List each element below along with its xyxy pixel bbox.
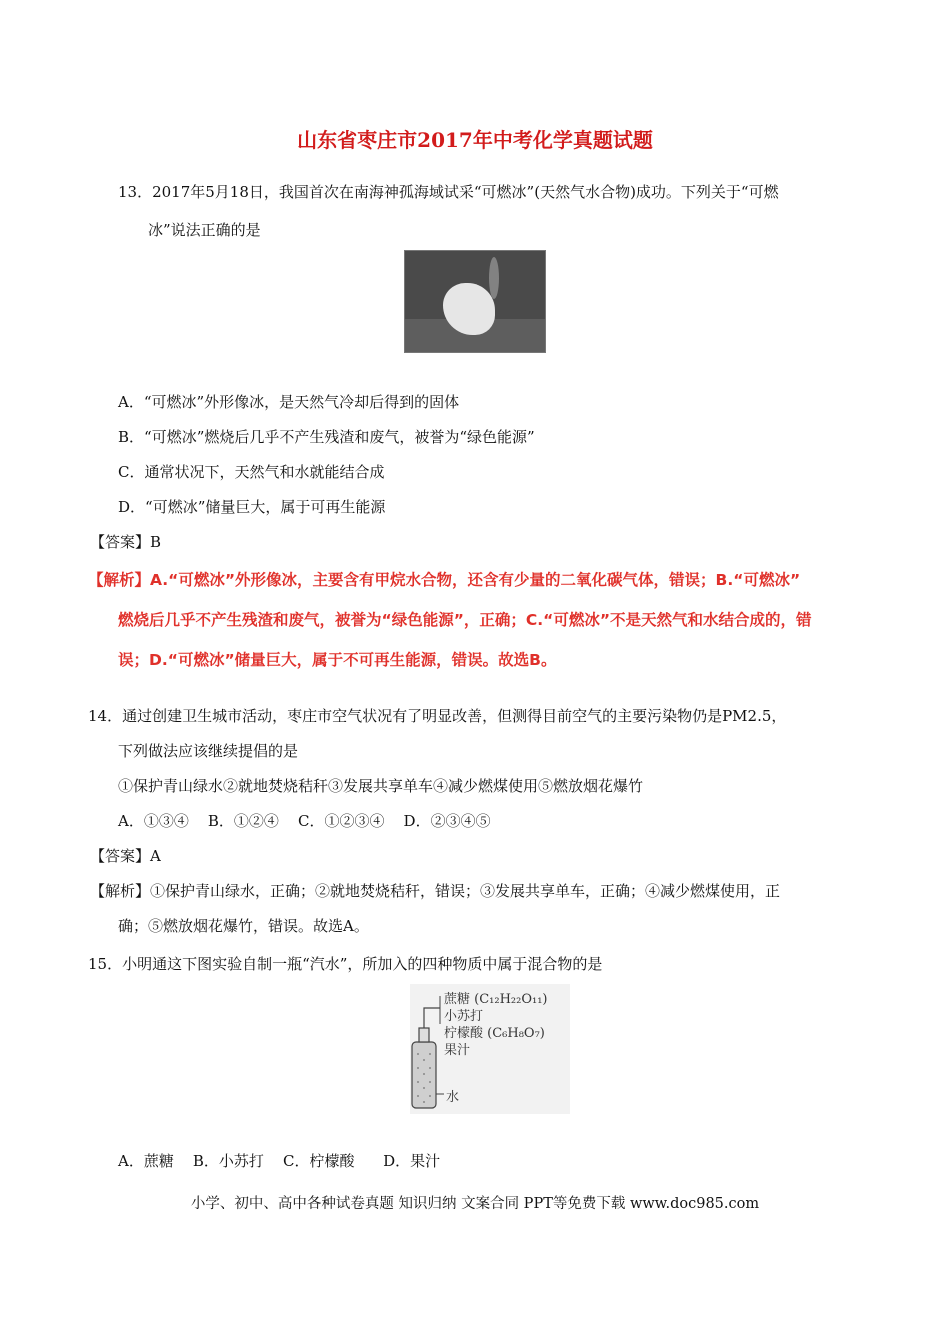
q13-option-a: A．“可燃冰”外形像冰，是天然气冷却后得到的固体 bbox=[118, 393, 460, 411]
diagram-label-sucrose: 蔗糖 (C₁₂H₂₂O₁₁) bbox=[444, 992, 548, 1007]
soda-bottle-diagram bbox=[410, 984, 570, 1114]
diagram-label-water: 水 bbox=[446, 1090, 460, 1105]
q14-analysis-line-2: 确；⑤燃放烟花爆竹，错误。故选A。 bbox=[118, 917, 369, 935]
q13-analysis-line-1: 【解析】A.“可燃冰”外形像冰，主要含有甲烷水合物，还含有少量的二氧化碳气体，错误；B.“可燃冰” bbox=[88, 571, 801, 589]
q13-option-c: C．通常状况下，天然气和水就能结合成 bbox=[118, 463, 385, 481]
q13-answer: 【答案】B bbox=[90, 533, 162, 551]
q14-answer: 【答案】A bbox=[90, 847, 161, 865]
q14-stem-line-2: 下列做法应该继续提倡的是 bbox=[118, 742, 299, 760]
page-title: 山东省枣庄市2017年中考化学真题试题 bbox=[297, 128, 653, 152]
q13-option-b: B．“可燃冰”燃烧后几乎不产生残渣和废气，被誉为“绿色能源” bbox=[118, 428, 535, 446]
flammable-ice-photo bbox=[404, 250, 546, 353]
q13-analysis-line-3: 误；D.“可燃冰”储量巨大，属于不可再生能源，错误。故选B。 bbox=[118, 651, 557, 669]
q14-stem-line-1: 14．通过创建卫生城市活动，枣庄市空气状况有了明显改善，但测得目前空气的主要污染物仍是PM2.5， bbox=[88, 707, 787, 725]
diagram-label-juice: 果汁 bbox=[444, 1043, 471, 1058]
page-footer: 小学、初中、高中各种试卷真题 知识归纳 文案合同 PPT等免费下载 www.doc985.com bbox=[190, 1196, 760, 1212]
diagram-label-citric-acid: 柠檬酸 (C₆H₈O₇) bbox=[444, 1026, 545, 1041]
q13-stem-line-1: 13．2017年5月18日，我国首次在南海神孤海域试采“可燃冰”(天然气水合物)成功。下列关于“可燃 bbox=[118, 183, 779, 201]
q13-option-d: D．“可燃冰”储量巨大，属于可再生能源 bbox=[118, 498, 386, 516]
q14-options: A．①③④ B．①②④ C．①②③④ D．②③④⑤ bbox=[118, 812, 491, 830]
q14-items: ①保护青山绿水②就地焚烧秸秆③发展共享单车④减少燃煤使用⑤燃放烟花爆竹 bbox=[118, 777, 644, 795]
q15-options: A．蔗糖 B．小苏打 C．柠檬酸 D．果汁 bbox=[118, 1152, 441, 1170]
q13-analysis-line-2: 燃烧后几乎不产生残渣和废气，被誉为“绿色能源”，正确；C.“可燃冰”不是天然气和水结合成的，错 bbox=[118, 611, 812, 629]
q14-analysis-line-1: 【解析】①保护青山绿水，正确；②就地焚烧秸秆，错误；③发展共享单车，正确；④减少燃煤使用，正 bbox=[90, 882, 781, 900]
q15-stem: 15．小明通这下图实验自制一瓶“汽水”，所加入的四种物质中属于混合物的是 bbox=[88, 955, 603, 973]
q13-stem-line-2: 冰”说法正确的是 bbox=[148, 221, 261, 239]
diagram-label-baking-soda: 小苏打 bbox=[444, 1009, 484, 1024]
